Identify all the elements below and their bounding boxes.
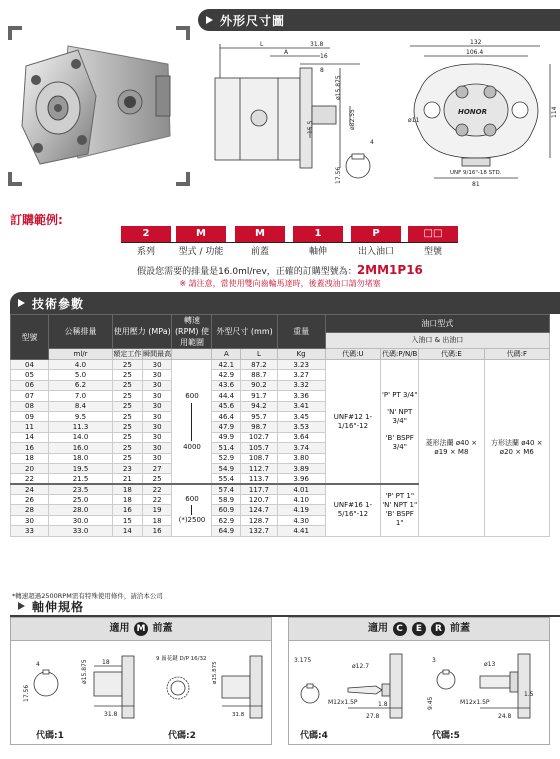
th-code-pnb: 代碼:P/N/B xyxy=(382,350,418,358)
table-cell: 91.7 xyxy=(241,391,277,401)
table-cell: 3.96 xyxy=(277,474,325,484)
table-cell: 87.2 xyxy=(241,360,277,370)
table-cell: 06 xyxy=(11,380,49,390)
table-cell: 30 xyxy=(142,453,172,463)
dim-31-8: 31.8 xyxy=(310,41,324,48)
s5-thread: M12x1.5P xyxy=(460,699,490,706)
order-code-series: 2 xyxy=(121,226,171,242)
table-cell: 25 xyxy=(113,422,143,432)
table-cell: 33 xyxy=(11,526,49,536)
table-cell: 30 xyxy=(142,380,172,390)
table-cell: 15 xyxy=(113,515,143,525)
port1-b: 'B' BSPF 3/4" xyxy=(385,434,414,452)
table-cell: 98.7 xyxy=(241,422,277,432)
table-cell: 45.6 xyxy=(212,401,241,411)
speed1-bot: 4000 xyxy=(183,442,201,451)
shaft-drawing-5 xyxy=(424,646,548,724)
table-row xyxy=(11,360,550,370)
table-cell: 4.01 xyxy=(277,484,325,494)
table-cell: 18 xyxy=(113,484,143,494)
table-cell: 132.7 xyxy=(241,526,277,536)
table-cell: 25 xyxy=(113,453,143,463)
table-cell: 22 xyxy=(142,484,172,494)
th-port-sub: 入油口 & 出油口 xyxy=(325,332,549,348)
table-cell: 117.7 xyxy=(241,484,277,494)
s1-key-width: 4 xyxy=(36,661,40,668)
table-cell: 7.0 xyxy=(49,391,113,401)
table-cell: 14.0 xyxy=(49,432,113,442)
th-weight: 重量 xyxy=(277,315,325,349)
table-cell: 25 xyxy=(113,443,143,453)
order-warning: ※ 請注意，當使用雙向齒輪馬達時，後蓋洩油口請勿堵塞 xyxy=(179,279,381,288)
table-cell: 14 xyxy=(113,526,143,536)
s4-step: 1.8 xyxy=(378,701,388,708)
order-title: 訂購範例: xyxy=(10,213,63,227)
port1-f: 方形法蘭 ø40 × ø20 × M6 xyxy=(491,438,543,456)
th-unit-disp: ml/r xyxy=(49,349,113,360)
table-cell: 25 xyxy=(113,411,143,421)
left-head-prefix: 適用 xyxy=(109,623,130,634)
table-cell: 08 xyxy=(11,401,49,411)
order-label-cover: 前蓋 xyxy=(250,247,269,257)
th-kg: Kg xyxy=(277,349,325,360)
table-cell: 23.5 xyxy=(49,484,113,494)
table-cell: 60.9 xyxy=(212,505,241,515)
table-cell: 3.53 xyxy=(277,422,325,432)
shaft-code-4: 代碼:4 xyxy=(300,731,328,741)
table-cell: 25 xyxy=(113,401,143,411)
order-underline xyxy=(121,242,458,243)
table-cell: 42.1 xyxy=(212,360,241,370)
table-cell: 16 xyxy=(142,526,172,536)
order-label-model: 型號 xyxy=(423,247,442,257)
table-cell: 24 xyxy=(11,484,49,494)
table-cell: 33.0 xyxy=(49,526,113,536)
table-cell: 3.27 xyxy=(277,370,325,380)
table-cell: 4.30 xyxy=(277,515,325,525)
outline-header xyxy=(198,9,560,31)
table-cell: 27 xyxy=(142,463,172,473)
th-dims: 外型尺寸 (mm) xyxy=(212,315,277,349)
th-L: L xyxy=(241,349,277,360)
tech-table xyxy=(10,314,550,537)
table-cell: 3.45 xyxy=(277,411,325,421)
table-cell: 57.4 xyxy=(212,484,241,494)
table-cell: 4.0 xyxy=(49,360,113,370)
table-cell: 52.9 xyxy=(212,453,241,463)
table-cell: 30.0 xyxy=(49,515,113,525)
side-view-drawing xyxy=(200,38,400,198)
table-cell: 4.41 xyxy=(277,526,325,536)
shaft-panel-right-head xyxy=(288,617,550,641)
table-cell: 88.7 xyxy=(241,370,277,380)
table-cell: 30 xyxy=(11,515,49,525)
table-cell: 30 xyxy=(142,422,172,432)
table-cell: 07 xyxy=(11,391,49,401)
table-cell: 23 xyxy=(113,463,143,473)
shaft-code-5: 代碼:5 xyxy=(432,731,460,741)
table-cell: 22 xyxy=(142,495,172,505)
port-e xyxy=(419,360,484,537)
order-label-port: 出入油口 xyxy=(357,247,394,257)
table-cell: 3.41 xyxy=(277,401,325,411)
table-cell: 21 xyxy=(113,474,143,484)
table-cell: 30 xyxy=(142,360,172,370)
table-cell: 3.89 xyxy=(277,463,325,473)
speed1-top: 600 xyxy=(185,391,199,400)
port1-u: UNF#12 1-1/16"-12 xyxy=(333,412,373,430)
order-code-cover: M xyxy=(235,226,285,242)
dim-pilot-dia: ø82.55 xyxy=(349,109,356,130)
shaft-drawing-1 xyxy=(22,646,138,724)
table-cell: 4.10 xyxy=(277,495,325,505)
table-cell: 113.7 xyxy=(241,474,277,484)
s2-shaft-dia: ø15.875 xyxy=(212,661,218,684)
port2-u: UNF#16 1-5/16"-12 xyxy=(333,501,373,519)
dim-shaft-dia: ø15.875 xyxy=(335,75,342,100)
dim-hole-11: ø11 xyxy=(408,117,420,124)
table-cell: 128.7 xyxy=(241,515,277,525)
table-cell: 51.4 xyxy=(212,443,241,453)
th-disp: 公稱排量 xyxy=(49,315,113,349)
th-speed-unit xyxy=(172,349,212,360)
table-cell: 3.64 xyxy=(277,432,325,442)
dim-17-56: 17.56 xyxy=(335,166,342,184)
table-cell: 30 xyxy=(142,411,172,421)
table-cell: 30 xyxy=(142,391,172,401)
th-port: 油口型式 xyxy=(325,315,549,333)
s1-shaft-dia: ø15.875 xyxy=(81,659,88,684)
order-code-type: M xyxy=(176,226,226,242)
dim-106-4: 106.4 xyxy=(466,49,484,56)
pump-photo xyxy=(18,36,184,178)
table-cell: 94.2 xyxy=(241,401,277,411)
table-cell: 95.7 xyxy=(241,411,277,421)
front-cover-m-icon: M xyxy=(134,622,148,636)
s1-length: 18 xyxy=(102,659,110,666)
speed2-bot: (*)2500 xyxy=(178,516,206,525)
shaft-drawing-4 xyxy=(292,646,418,724)
right-head-suffix: 前蓋 xyxy=(449,623,470,634)
th-A: A xyxy=(212,349,241,360)
port2-n: 'N' NPT 1" xyxy=(382,501,418,510)
table-cell: 46.4 xyxy=(212,411,241,421)
port2-p: 'P' PT 1" xyxy=(385,492,415,501)
port-pnb-2 xyxy=(381,484,419,536)
s5-height: 9.45 xyxy=(427,696,434,710)
dim-81: 81 xyxy=(472,181,480,188)
table-cell: 16 xyxy=(113,505,143,515)
order-code-model: □□ xyxy=(408,226,458,242)
port1-p: 'P' PT 3/4" xyxy=(381,391,418,400)
table-cell: 18 xyxy=(11,453,49,463)
table-cell: 90.2 xyxy=(241,380,277,390)
table-cell: 112.7 xyxy=(241,463,277,473)
table-cell: 3.74 xyxy=(277,443,325,453)
shaft-panel-left-head xyxy=(10,617,272,641)
dim-thread: UNF 9/16"-18 STD. xyxy=(450,170,502,176)
table-cell: 3.32 xyxy=(277,380,325,390)
speed-range-2 xyxy=(172,484,212,536)
speed-range-1 xyxy=(172,360,212,485)
table-cell: 25 xyxy=(142,474,172,484)
th-code-f: 代碼:F xyxy=(484,349,549,360)
port1-e: 菱形法蘭 ø40 × ø19 × M8 xyxy=(425,438,478,456)
dim-A: A xyxy=(284,49,289,56)
table-cell: 44.4 xyxy=(212,391,241,401)
dim-L: L xyxy=(260,41,264,48)
table-cell: 25 xyxy=(113,380,143,390)
right-head-prefix: 適用 xyxy=(368,623,389,634)
table-cell: 11.3 xyxy=(49,422,113,432)
table-cell: 3.80 xyxy=(277,453,325,463)
port-u-1 xyxy=(325,360,381,485)
table-cell: 5.0 xyxy=(49,370,113,380)
tech-title: 技術參數 xyxy=(32,297,85,311)
dim-16: 16 xyxy=(320,53,328,60)
table-cell: 4.19 xyxy=(277,505,325,515)
table-cell: 42.9 xyxy=(212,370,241,380)
order-code-port: P xyxy=(351,226,401,242)
table-cell: 19 xyxy=(142,505,172,515)
dim-8: 8 xyxy=(320,67,324,74)
table-cell: 28.0 xyxy=(49,505,113,515)
th-model: 型號 xyxy=(11,315,49,360)
front-view-drawing xyxy=(400,38,556,188)
s4-key: 3.175 xyxy=(294,657,312,664)
port1-n: 'N' NPT 3/4" xyxy=(387,408,413,426)
table-cell: 55.4 xyxy=(212,474,241,484)
table-cell: 25 xyxy=(113,391,143,401)
port-pnb-1 xyxy=(381,360,419,485)
table-cell: 21.5 xyxy=(49,474,113,484)
dim-4: 4 xyxy=(370,139,374,146)
table-cell: 124.7 xyxy=(241,505,277,515)
th-speed: 轉速 (RPM) 使用範圍 xyxy=(172,315,212,349)
table-cell: 18 xyxy=(113,495,143,505)
table-cell: 20 xyxy=(11,463,49,473)
table-cell: 09 xyxy=(11,411,49,421)
table-cell: 47.9 xyxy=(212,422,241,432)
order-label-series: 系列 xyxy=(136,247,155,257)
th-code-u: 代碼:U xyxy=(325,349,381,360)
speed2-top: 600 xyxy=(185,495,199,504)
shaft-drawing-2 xyxy=(150,646,266,724)
table-cell: 30 xyxy=(142,370,172,380)
table-cell: 30 xyxy=(142,401,172,411)
order-example-line xyxy=(0,263,560,277)
s2-total: 31.8 xyxy=(232,712,245,718)
table-cell: 49.9 xyxy=(212,432,241,442)
table-cell: 105.7 xyxy=(241,443,277,453)
table-cell: 05 xyxy=(11,370,49,380)
table-cell: 30 xyxy=(142,443,172,453)
dim-15-5: 15.5 xyxy=(307,120,314,134)
s5-key: 3 xyxy=(432,657,436,664)
s1-total: 31.8 xyxy=(104,711,118,718)
table-cell: 3.36 xyxy=(277,391,325,401)
table-cell: 04 xyxy=(11,360,49,370)
th-work: 額定工作 xyxy=(113,350,142,358)
order-label-shaft: 軸伸 xyxy=(308,247,327,257)
table-cell: 58.9 xyxy=(212,495,241,505)
table-cell: 43.6 xyxy=(212,380,241,390)
table-cell: 62.9 xyxy=(212,515,241,525)
table-cell: 16 xyxy=(11,443,49,453)
table-cell: 102.7 xyxy=(241,432,277,442)
tech-header xyxy=(10,292,560,314)
table-cell: 18.0 xyxy=(49,453,113,463)
port-f xyxy=(484,360,549,537)
s2-spline: 9 齒花鍵 D/P 16/32 xyxy=(156,656,207,662)
table-cell: 25 xyxy=(113,432,143,442)
port-u-2 xyxy=(325,484,381,536)
table-cell: 54.9 xyxy=(212,463,241,473)
s5-dia: ø13 xyxy=(484,661,496,668)
order-code-shaft: 1 xyxy=(293,226,343,242)
port2-b: 'B' BSPF 1" xyxy=(385,510,414,528)
shaft-header xyxy=(10,595,560,617)
table-cell: 19.5 xyxy=(49,463,113,473)
dim-114: 114 xyxy=(551,106,558,118)
tech-footnote: *轉速超過2500RPM需有特殊使用條件，請洽本公司 xyxy=(12,592,163,600)
order-example-text: 假設您需要的排量是16.0ml/rev，正確的訂購型號為： xyxy=(137,267,357,277)
th-pressure: 使用壓力 (MPa) xyxy=(113,315,172,349)
table-cell: 30 xyxy=(142,432,172,442)
table-cell: 25 xyxy=(113,360,143,370)
order-label-type: 型式 / 功能 xyxy=(178,247,224,257)
shaft-code-1: 代碼:1 xyxy=(36,731,64,741)
front-cover-r-icon: R xyxy=(431,622,445,636)
s5-total: 24.8 xyxy=(498,713,512,720)
s1-key-height: 17.56 xyxy=(23,684,30,702)
dim-132: 132 xyxy=(470,39,482,46)
th-code-e: 代碼:E xyxy=(419,349,484,360)
table-cell: 28 xyxy=(11,505,49,515)
table-cell: 120.7 xyxy=(241,495,277,505)
left-head-suffix: 前蓋 xyxy=(152,623,173,634)
table-cell: 14 xyxy=(11,432,49,442)
order-example-model: 2MM1P16 xyxy=(356,263,423,277)
s4-total: 27.8 xyxy=(366,713,380,720)
table-cell: 6.2 xyxy=(49,380,113,390)
table-cell: 16.0 xyxy=(49,443,113,453)
table-cell: 26 xyxy=(11,495,49,505)
table-cell: 18 xyxy=(142,515,172,525)
table-cell: 25.0 xyxy=(49,495,113,505)
front-cover-c-icon: C xyxy=(393,622,407,636)
table-cell: 108.7 xyxy=(241,453,277,463)
brand-logo: HONOR xyxy=(458,108,488,116)
table-cell: 22 xyxy=(11,474,49,484)
s4-thread: M12x1.5P xyxy=(328,699,358,706)
outline-title: 外形尺寸圖 xyxy=(220,14,286,28)
front-cover-e-icon: E xyxy=(412,622,426,636)
table-cell: 9.5 xyxy=(49,411,113,421)
table-cell: 3.23 xyxy=(277,360,325,370)
th-peak: 瞬間最高 xyxy=(143,350,172,358)
table-cell: 64.9 xyxy=(212,526,241,536)
table-cell: 11 xyxy=(11,422,49,432)
shaft-code-2: 代碼:2 xyxy=(168,731,196,741)
table-cell: 25 xyxy=(113,370,143,380)
shaft-title: 軸伸規格 xyxy=(32,600,85,614)
s4-dia: ø12.7 xyxy=(352,663,370,670)
table-cell: 8.4 xyxy=(49,401,113,411)
s5-step: 1.5 xyxy=(524,691,534,698)
